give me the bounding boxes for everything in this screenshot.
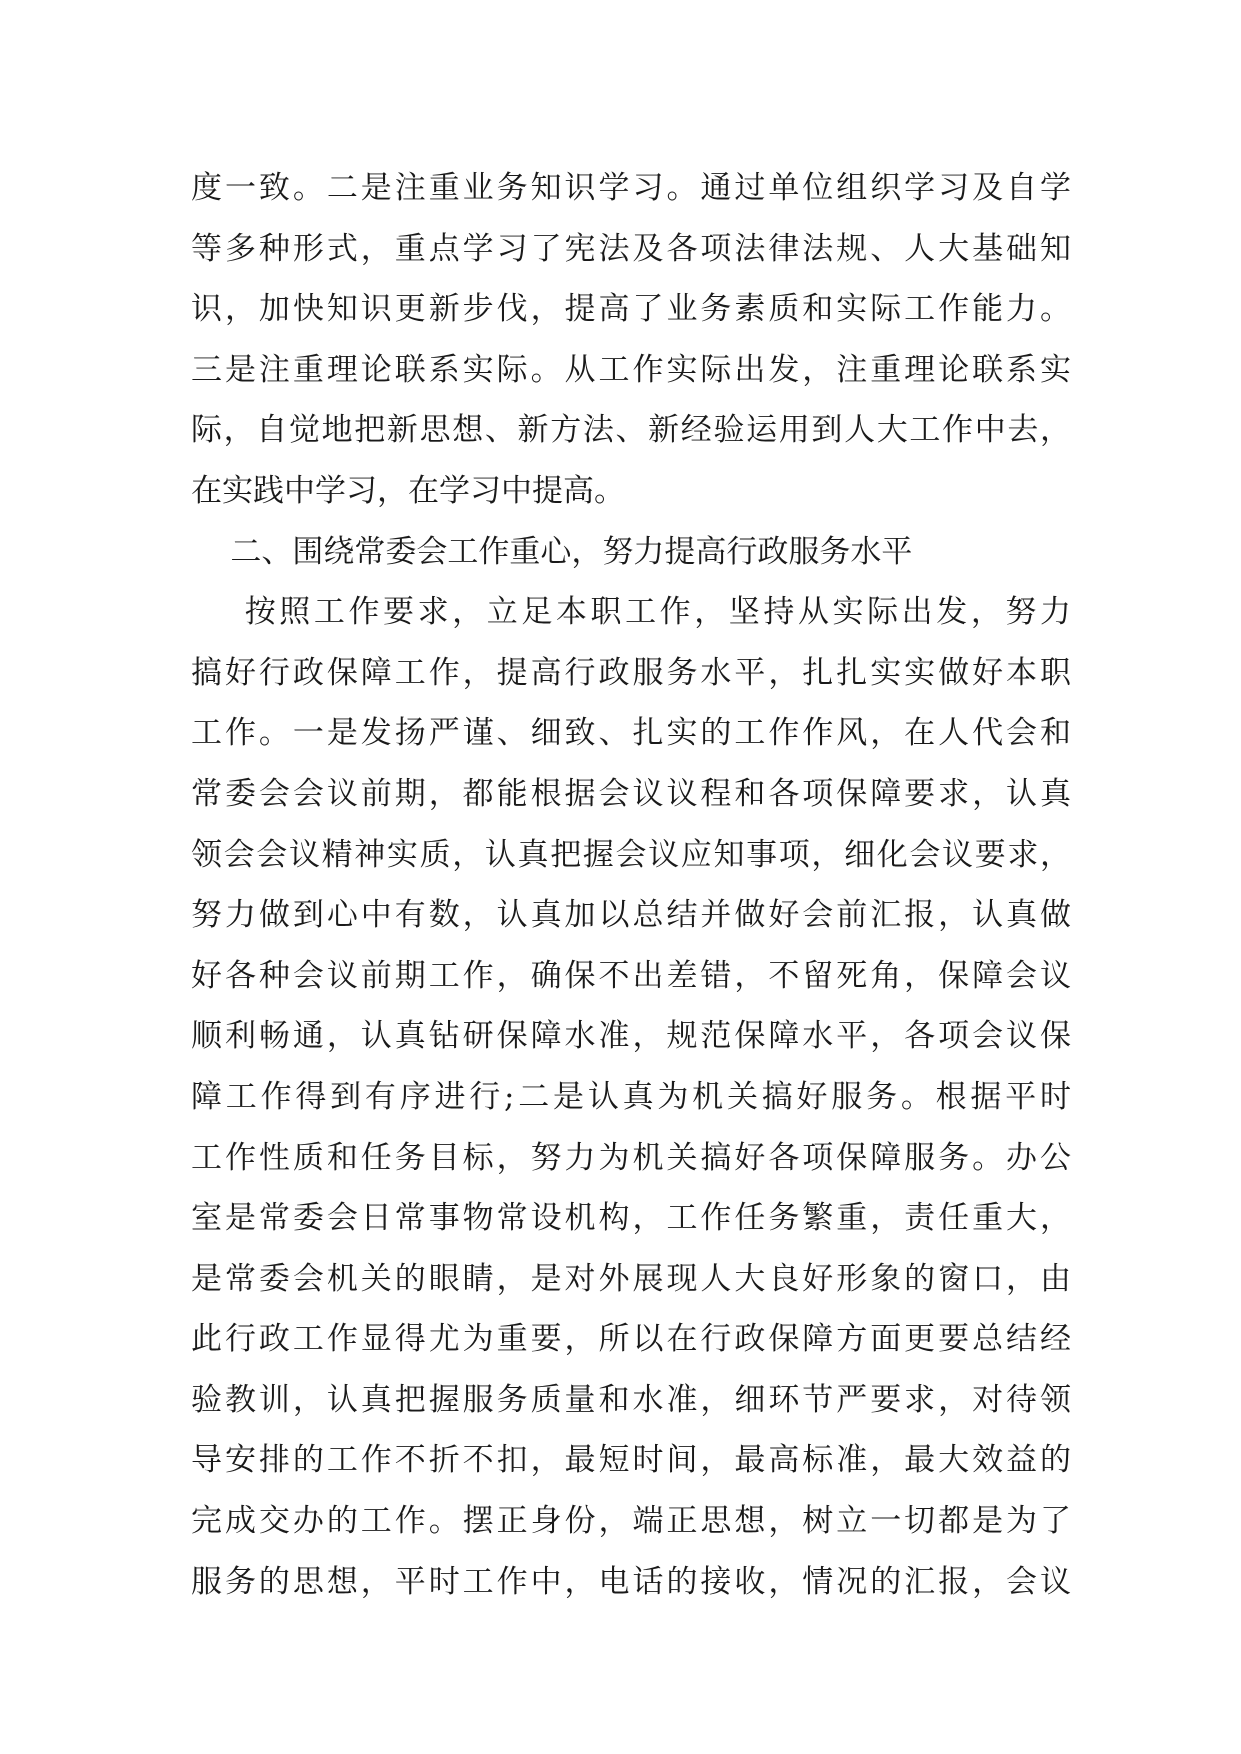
text-line: 障工作得到有序进行;二是认真为机关搞好服务。根据平时: [191, 1078, 1071, 1115]
text-line: 此行政工作显得尤为重要，所以在行政保障方面更要总结经: [191, 1321, 1071, 1358]
text-line: 好各种会议前期工作，确保不出差错，不留死角，保障会议: [191, 957, 1071, 994]
document-body: [191, 158, 1071, 1612]
text-line: 搞好行政保障工作，提高行政服务水平，扎扎实实做好本职: [191, 654, 1071, 691]
text-line: 按照工作要求，立足本职工作，坚持从实际出发，努力: [191, 594, 1071, 631]
text-line: 完成交办的工作。摆正身份，端正思想，树立一切都是为了: [191, 1503, 1071, 1540]
text-line: 室是常委会日常事物常设机构，工作任务繁重，责任重大，: [191, 1200, 1071, 1237]
text-line: 顺利畅通，认真钻研保障水准，规范保障水平，各项会议保: [191, 1018, 1071, 1055]
text-line: 工作。一是发扬严谨、细致、扎实的工作作风，在人代会和: [191, 715, 1071, 752]
text-line: 领会会议精神实质，认真把握会议应知事项，细化会议要求，: [191, 836, 1071, 873]
text-line: 导安排的工作不折不扣，最短时间，最高标准，最大效益的: [191, 1442, 1071, 1479]
text-line: 是常委会机关的眼睛，是对外展现人大良好形象的窗口，由: [191, 1260, 1071, 1297]
text-line: 常委会会议前期，都能根据会议议程和各项保障要求，认真: [191, 775, 1071, 812]
text-line: 服务的思想，平时工作中，电话的接收，情况的汇报，会议: [191, 1563, 1071, 1600]
text-line: 三是注重理论联系实际。从工作实际出发，注重理论联系实: [191, 351, 1071, 388]
text-line: 验教训，认真把握服务质量和水准，细环节严要求，对待领: [191, 1381, 1071, 1418]
text-line: 识，加快知识更新步伐，提高了业务素质和实际工作能力。: [191, 291, 1071, 328]
text-line: 际，自觉地把新思想、新方法、新经验运用到人大工作中去，: [191, 412, 1071, 449]
section-heading: 二、围绕常委会工作重心，努力提高行政服务水平: [191, 533, 913, 570]
text-line: 在实践中学习，在学习中提高。: [191, 472, 625, 509]
text-line: 度一致。二是注重业务知识学习。通过单位组织学习及自学: [191, 170, 1071, 206]
text-line: 工作性质和任务目标，努力为机关搞好各项保障服务。办公: [191, 1139, 1071, 1176]
text-line: 等多种形式，重点学习了宪法及各项法律法规、人大基础知: [191, 230, 1071, 267]
text-line: 努力做到心中有数，认真加以总结并做好会前汇报，认真做: [191, 897, 1071, 934]
